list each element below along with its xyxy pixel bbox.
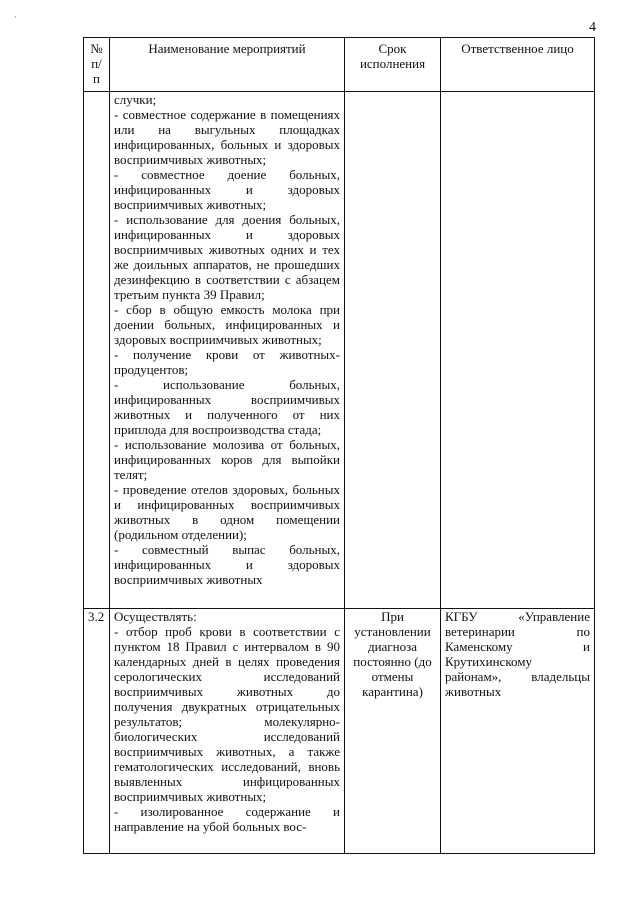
header-num: № п/п <box>84 38 110 92</box>
measure-line: - получение крови от животных-продуцентов; <box>114 347 340 377</box>
row-num <box>84 92 110 609</box>
measure-line: - изолированное содержание и направление на убой больных вос- <box>114 804 340 834</box>
measures-table <box>83 37 595 854</box>
row-term <box>345 92 441 609</box>
measure-line: - совместное содержание в помещениях или на выгульных площадках инфицированных, больных и здоровых восприимчивых животных; <box>114 107 340 167</box>
row-term: При установлении диагноза постоянно (до отмены карантина) <box>345 609 441 854</box>
measure-line: - сбор в общую емкость молока при доении больных, инфицированных и здоровых восприимчивых животных; <box>114 302 340 347</box>
header-term: Срок исполнения <box>345 38 441 92</box>
table-row-continuation <box>84 92 595 609</box>
header-responsible: Ответственное лицо <box>441 38 595 92</box>
measure-line: - использование для доения больных, инфицированных и здоровых восприимчивых животных одних и тех же доильных аппаратов, не прошедших дезинфекцию в соответствии с абзацем третьим пункта 39 Правил; <box>114 212 340 302</box>
measure-line: случки; <box>114 92 157 107</box>
row-measures <box>110 609 345 854</box>
row-num: 3.2 <box>84 609 110 854</box>
row-responsible <box>441 92 595 609</box>
measure-line: - использование молозива от больных, инфицированных коров для выпойки телят; <box>114 437 340 482</box>
page-number: 4 <box>589 20 596 35</box>
measure-line: - использование больных, инфицированных восприимчивых животных и полученного от них приплода для воспроизводства стада; <box>114 377 340 437</box>
measure-line: - совместное доение больных, инфицированных и здоровых восприимчивых животных; <box>114 167 340 212</box>
measure-line: Осуществлять: <box>114 609 197 624</box>
measure-line: - совместный выпас больных, инфицированных и здоровых восприимчивых животных <box>114 542 340 587</box>
scan-corner-mark: · <box>14 12 17 22</box>
measure-line: - отбор проб крови в соответствии с пунктом 18 Правил с интервалом в 90 календарных дней в целях проведения серологических исследований восприимчивых животных до получения двукратных отрицательных результатов; молекулярно-биологических исследований восприимчивых животных, а также гематологических исследований, вновь выявленных инфицированных восприимчивых животных; <box>114 624 340 804</box>
table-row-3-2 <box>84 609 595 854</box>
header-name: Наименование мероприятий <box>110 38 345 92</box>
measure-line: - проведение отелов здоровых, больных и инфицированных восприимчивых животных в одном помещении (родильном отделении); <box>114 482 340 542</box>
table-header-row <box>84 38 595 92</box>
row-responsible: КГБУ «Управление ветеринарии по Каменскому и Крутихинскому районам», владельцы животных <box>441 609 595 854</box>
row-measures <box>110 92 345 609</box>
